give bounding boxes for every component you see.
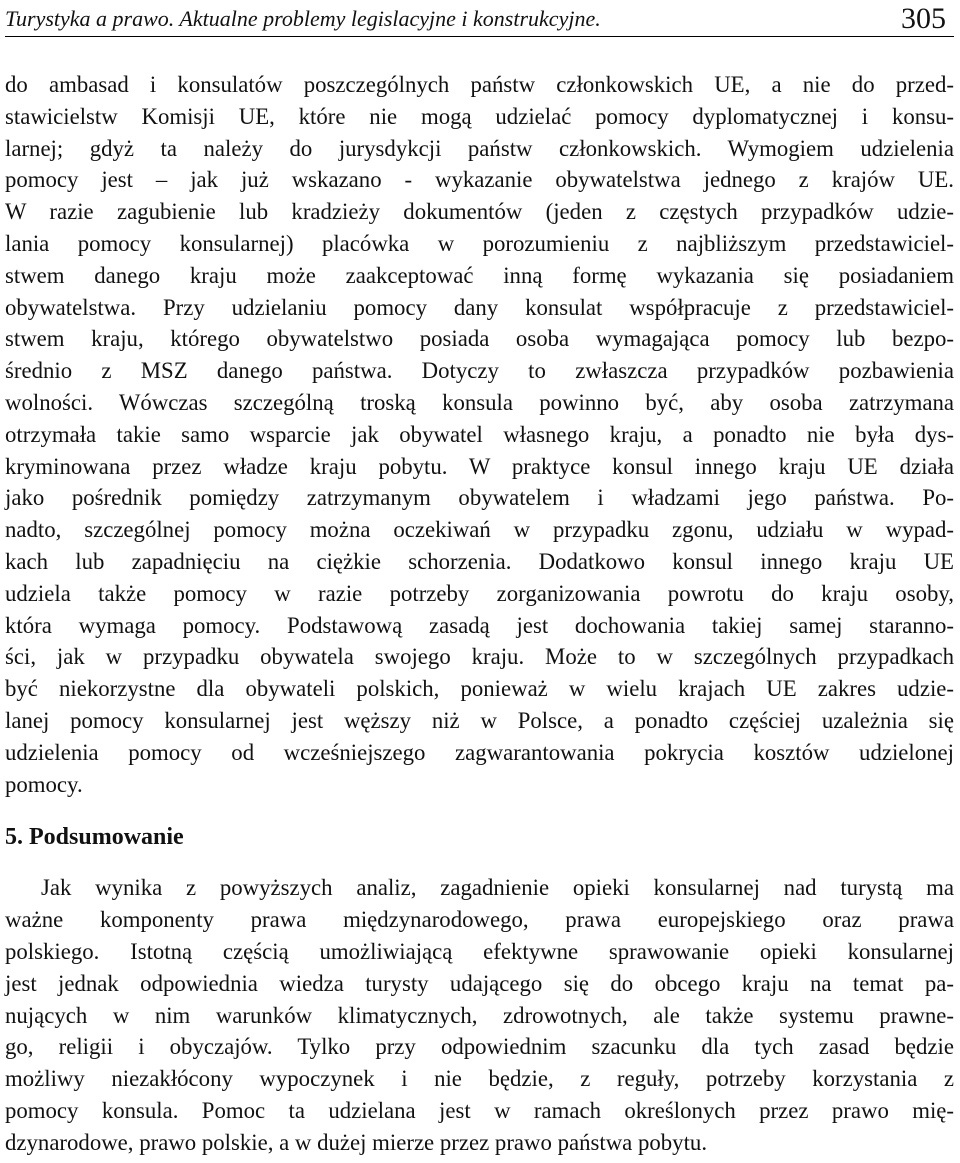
text-line: W razie zagubienie lub kradzieży dokumentów (jeden z częstych przypadków udzie- — [5, 199, 954, 225]
text-line: obywatelstwa. Przy udzielaniu pomocy dany konsulat współpracuje z przedstawiciel- — [5, 294, 954, 320]
text-line: jako pośrednik pomiędzy zatrzymanym obywatelem i władzami jego państwa. Po- — [5, 485, 954, 511]
body-text — [5, 69, 954, 1159]
text-line: lanej pomocy konsularnej jest węższy niż w Polsce, a ponadto częściej uzależnia się — [5, 707, 954, 733]
section-heading: 5. Podsumowanie — [5, 824, 184, 851]
text-line: Jak wynika z powyższych analiz, zagadnienie opieki konsularnej nad turystą ma — [41, 875, 954, 901]
text-line: średnio z MSZ danego państwa. Dotyczy to zwłaszcza przypadków pozbawienia — [5, 358, 954, 384]
running-title: Turystyka a prawo. Aktualne problemy legislacyjne i konstrukcyjne. — [5, 6, 601, 31]
text-line: go, religii i obyczajów. Tylko przy odpowiednim szacunku dla tych zasad będzie — [5, 1034, 954, 1060]
text-line: udzielenia pomocy od wcześniejszego zagwarantowania pokrycia kosztów udzielonej — [5, 739, 954, 765]
text-line: wolności. Wówczas szczególną troską konsula powinno być, aby osoba zatrzymana — [5, 389, 954, 415]
text-line: stawicielstw Komisji UE, które nie mogą udzielać pomocy dyplomatycznej i konsu- — [5, 103, 954, 129]
text-line: pomocy konsula. Pomoc ta udzielana jest w ramach określonych przez prawo mię- — [5, 1097, 954, 1123]
text-line: udziela także pomocy w razie potrzeby zorganizowania powrotu do kraju osoby, — [5, 580, 954, 606]
text-line: nujących w nim warunków klimatycznych, zdrowotnych, ale także systemu prawne- — [5, 1002, 954, 1028]
text-line: możliwy niezakłócony wypoczynek i nie będzie, z reguły, potrzeby korzystania z — [5, 1066, 954, 1092]
text-line: larnej; gdyż ta należy do jurysdykcji państw członkowskich. Wymogiem udzielenia — [5, 135, 954, 161]
text-line: stwem danego kraju może zaakceptować inną formę wykazania się posiadaniem — [5, 262, 954, 288]
text-line: otrzymała takie samo wsparcie jak obywatel własnego kraju, a ponadto nie była dys- — [5, 421, 954, 447]
text-line: być niekorzystne dla obywateli polskich, ponieważ w wielu krajach UE zakres udzie- — [5, 676, 954, 702]
text-line: nadto, szczególnej pomocy można oczekiwań w przypadku zgonu, udziału w wypad- — [5, 517, 954, 543]
text-line: kach lub zapadnięciu na ciężkie schorzenia. Dodatkowo konsul innego kraju UE — [5, 548, 954, 574]
text-line: dzynarodowe, prawo polskie, a w dużej mierze przez prawo państwa pobytu. — [5, 1129, 708, 1155]
text-line: stwem kraju, którego obywatelstwo posiada osoba wymagająca pomocy lub bezpo- — [5, 326, 954, 352]
text-line: do ambasad i konsulatów poszczególnych państw członkowskich UE, a nie do przed- — [5, 72, 954, 97]
text-line: ści, jak w przypadku obywatela swojego kraju. Może to w szczególnych przypadkach — [5, 644, 954, 670]
paragraph-summary — [5, 872, 954, 1158]
text-line: która wymaga pomocy. Podstawową zasadą jest dochowania takiej samej staranno- — [5, 612, 954, 638]
text-line: lania pomocy konsularnej) placówka w porozumieniu z najbliższym przedstawiciel- — [5, 230, 954, 256]
running-header — [5, 0, 954, 37]
paragraph-consular-assistance — [5, 69, 954, 800]
text-line: ważne komponenty prawa międzynarodowego, prawa europejskiego oraz prawa — [5, 907, 954, 933]
text-line: jest jednak odpowiednia wiedza turysty udającego się do obcego kraju na temat pa- — [5, 970, 954, 996]
page-number: 305 — [901, 2, 946, 35]
text-line: polskiego. Istotną częścią umożliwiającą efektywne sprawowanie opieki konsularnej — [5, 938, 954, 964]
text-line: pomocy jest – jak już wskazano - wykazanie obywatelstwa jednego z krajów UE. — [5, 167, 954, 193]
text-line: kryminowana przez władze kraju pobytu. W praktyce konsul innego kraju UE działa — [5, 453, 954, 479]
text-line: pomocy. — [5, 771, 83, 797]
